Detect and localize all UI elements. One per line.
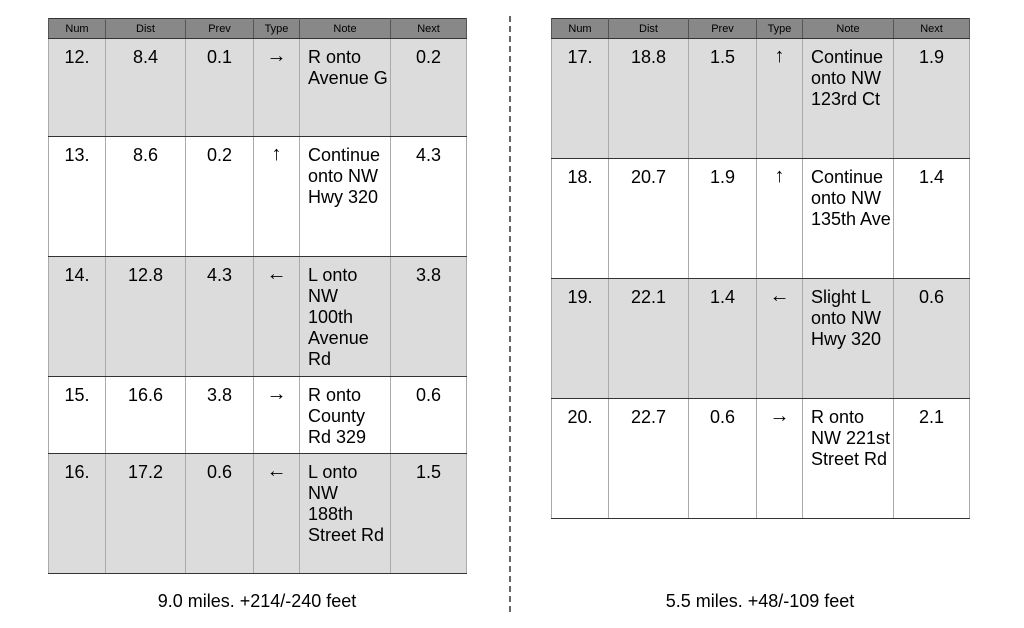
table-row [49,39,467,137]
cell-note: Continue onto NW 123rd Ct [803,39,894,159]
table-header-row [49,19,467,39]
cell-prev: 0.1 [186,39,254,137]
cell-next: 0.6 [391,377,467,454]
cell-note: Continue onto NW Hwy 320 [300,137,391,257]
cell-next: 0.2 [391,39,467,137]
table-row [49,454,467,574]
arrow-left-icon: ← [254,454,300,574]
cell-next: 4.3 [391,137,467,257]
cell-dist: 16.6 [106,377,186,454]
cue-sheet-table-right [551,18,970,519]
column-header-next: Next [391,19,467,39]
arrow-up-icon: ↑ [254,137,300,257]
arrow-up-icon: ↑ [757,159,803,279]
table-row [552,159,970,279]
arrow-right-icon: → [254,377,300,454]
column-header-note: Note [300,19,391,39]
cell-num: 18. [552,159,609,279]
column-header-prev: Prev [186,19,254,39]
table-row [49,257,467,377]
column-header-type: Type [757,19,803,39]
table-row [552,399,970,519]
column-header-num: Num [552,19,609,39]
cell-note: Continue onto NW 135th Ave [803,159,894,279]
cell-dist: 8.6 [106,137,186,257]
cell-prev: 1.9 [689,159,757,279]
segment-summary-left: 9.0 miles. +214/-240 feet [157,591,357,611]
cue-sheet-table-left [48,18,467,574]
cell-dist: 17.2 [106,454,186,574]
cell-note: Slight L onto NW Hwy 320 [803,279,894,399]
cell-next: 0.6 [894,279,970,399]
arrow-right-icon: → [254,39,300,137]
column-header-next: Next [894,19,970,39]
segment-summary-right: 5.5 miles. +48/-109 feet [665,591,855,611]
cell-note: L onto NW 100th Avenue Rd [300,257,391,377]
cell-prev: 1.4 [689,279,757,399]
cell-note: R onto County Rd 329 [300,377,391,454]
cell-next: 1.4 [894,159,970,279]
cell-num: 19. [552,279,609,399]
table-row [552,39,970,159]
cell-num: 15. [49,377,106,454]
cell-dist: 18.8 [609,39,689,159]
cell-num: 20. [552,399,609,519]
cell-prev: 3.8 [186,377,254,454]
cell-note: R onto Avenue G [300,39,391,137]
table-row [49,137,467,257]
arrow-up-icon: ↑ [757,39,803,159]
cell-next: 2.1 [894,399,970,519]
cell-prev: 4.3 [186,257,254,377]
cell-num: 16. [49,454,106,574]
column-header-dist: Dist [609,19,689,39]
cell-dist: 20.7 [609,159,689,279]
table-row [552,279,970,399]
cell-next: 1.5 [391,454,467,574]
cell-note: R onto NW 221st Street Rd [803,399,894,519]
column-header-dist: Dist [106,19,186,39]
column-header-note: Note [803,19,894,39]
table-row [49,377,467,454]
cell-dist: 22.7 [609,399,689,519]
column-header-num: Num [49,19,106,39]
cell-num: 13. [49,137,106,257]
page-divider [509,16,511,612]
cell-num: 14. [49,257,106,377]
cell-prev: 0.6 [689,399,757,519]
column-header-type: Type [254,19,300,39]
arrow-left-icon: ← [757,279,803,399]
cell-dist: 8.4 [106,39,186,137]
arrow-right-icon: → [757,399,803,519]
cell-num: 17. [552,39,609,159]
table-header-row [552,19,970,39]
cell-prev: 0.2 [186,137,254,257]
cell-dist: 12.8 [106,257,186,377]
cell-note: L onto NW 188th Street Rd [300,454,391,574]
cell-prev: 0.6 [186,454,254,574]
cell-next: 1.9 [894,39,970,159]
column-header-prev: Prev [689,19,757,39]
cell-dist: 22.1 [609,279,689,399]
cell-prev: 1.5 [689,39,757,159]
cell-next: 3.8 [391,257,467,377]
arrow-left-icon: ← [254,257,300,377]
cell-num: 12. [49,39,106,137]
